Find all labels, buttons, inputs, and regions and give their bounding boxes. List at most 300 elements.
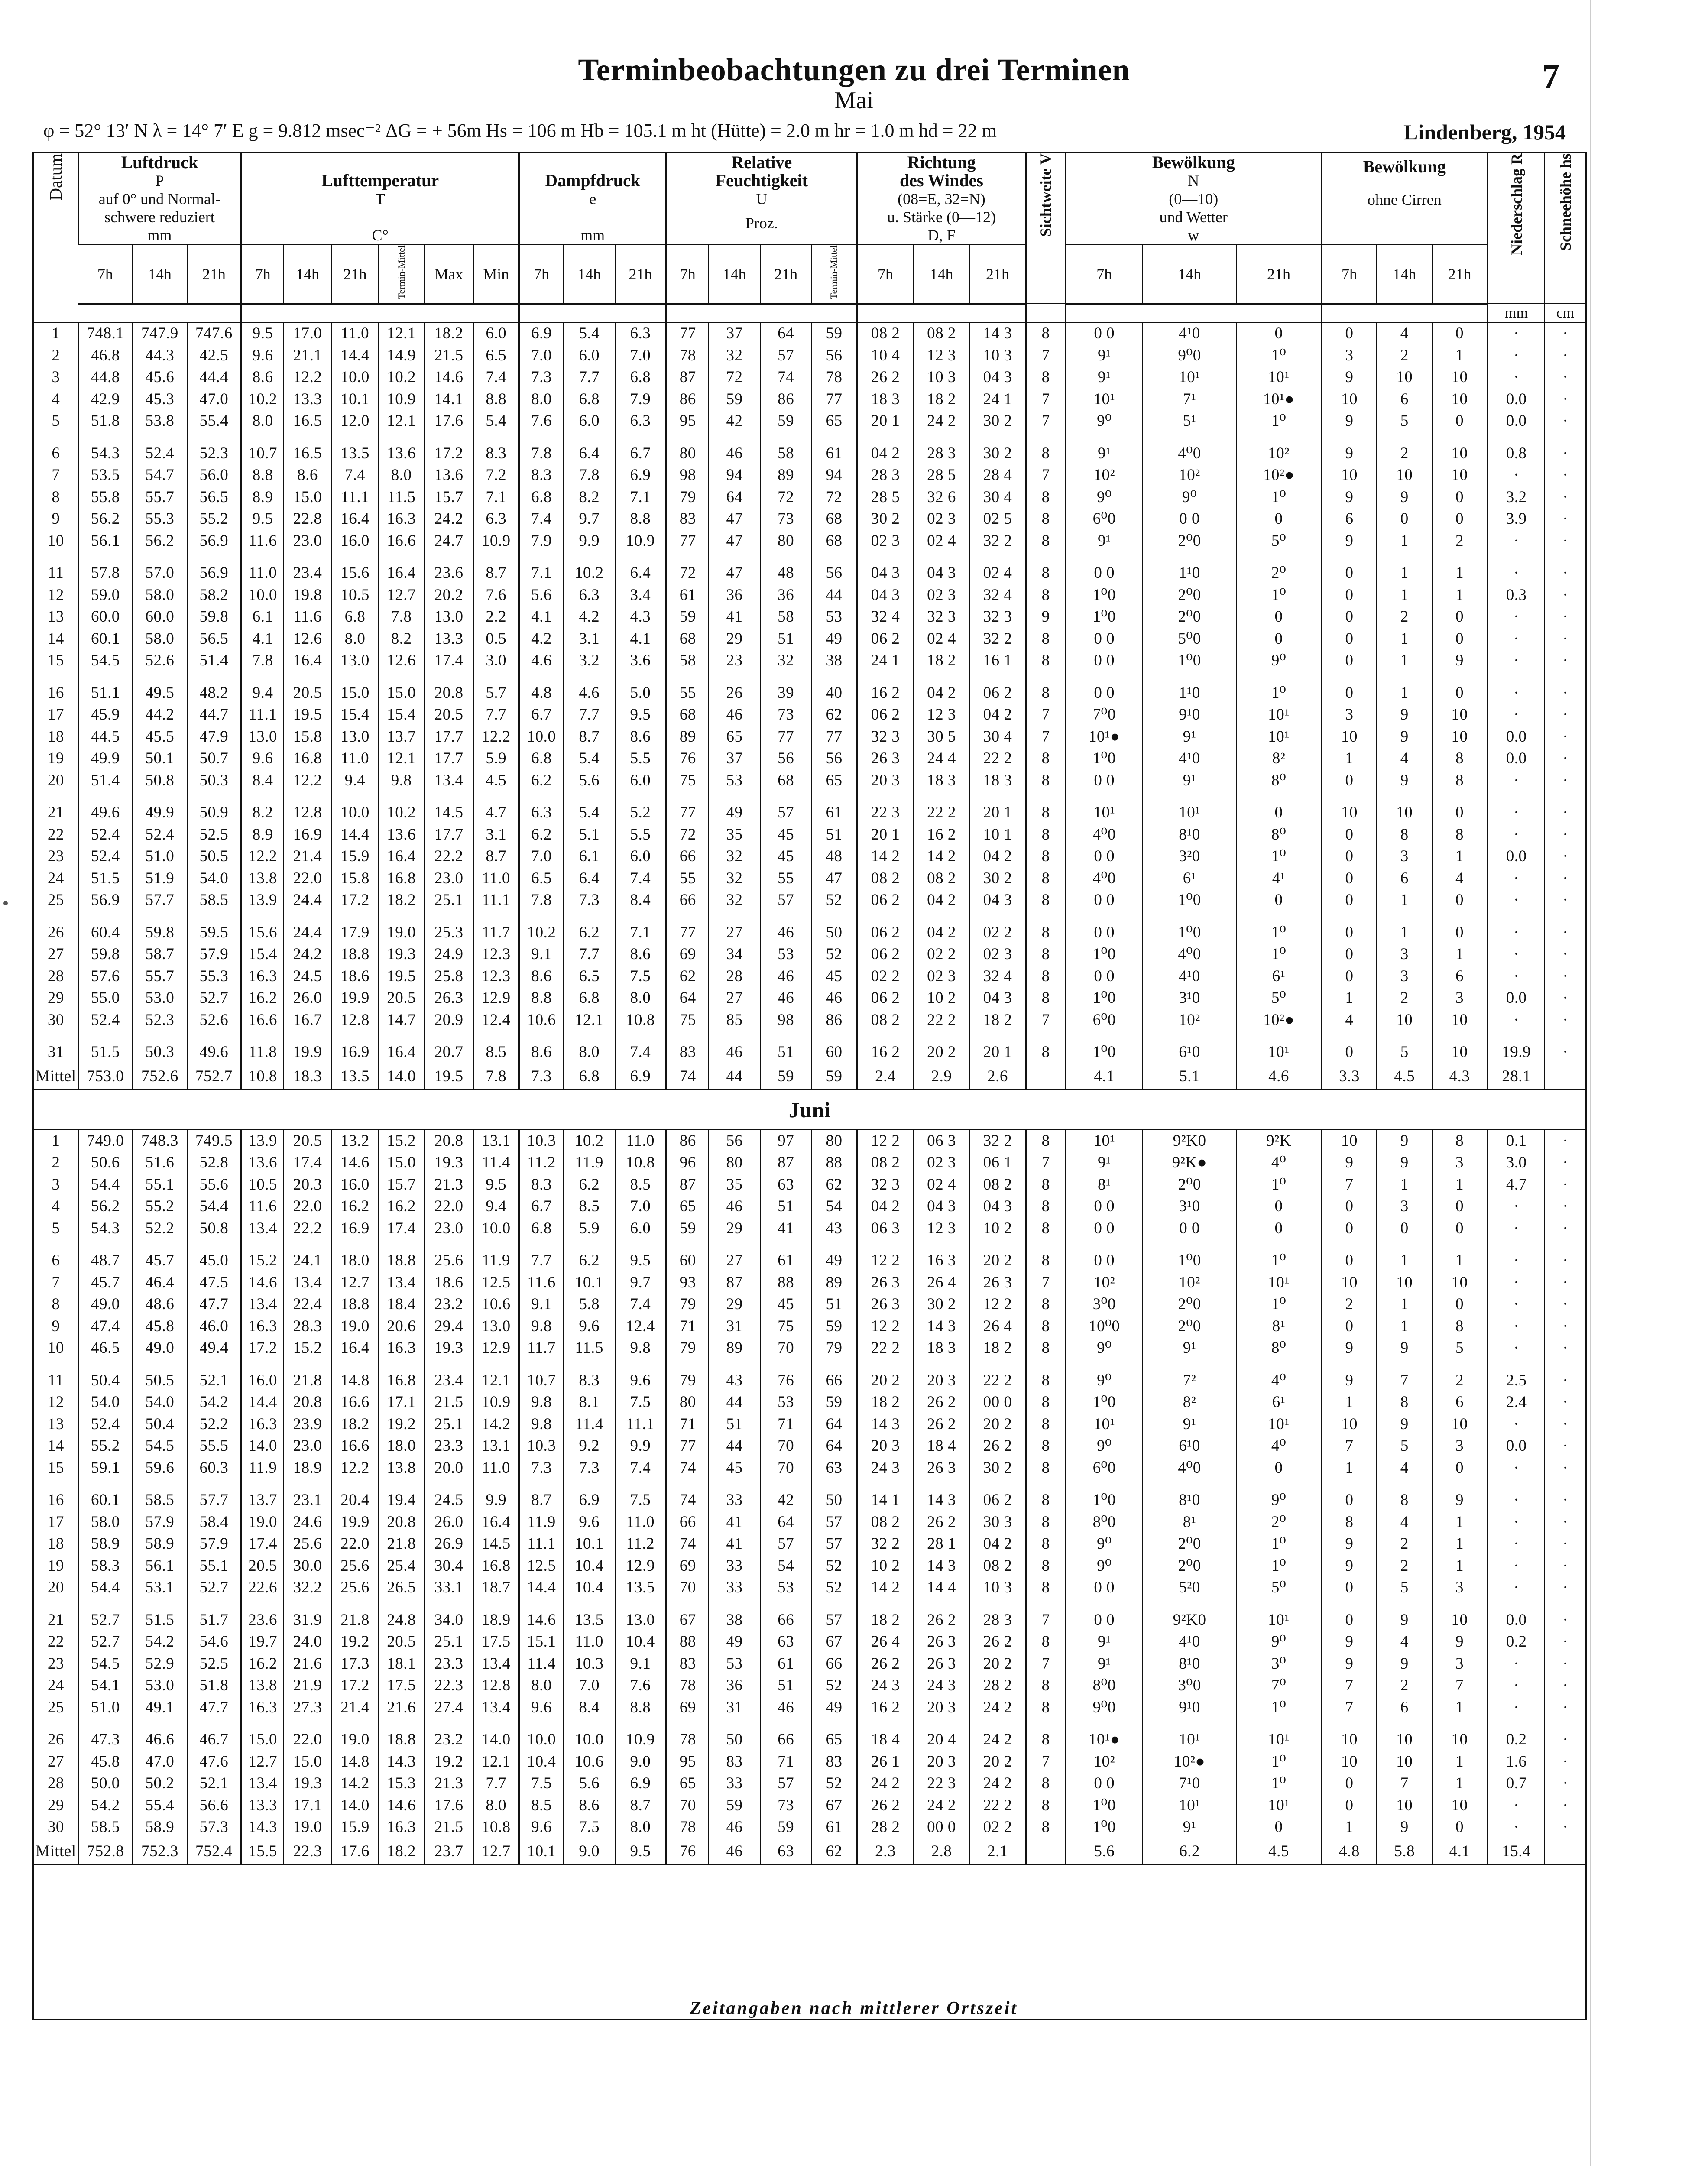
table-cell: 57	[811, 1533, 857, 1555]
cell-datum: 14	[47, 629, 64, 648]
table-cell: 7.0	[519, 846, 564, 868]
table-cell: 97	[760, 1130, 812, 1152]
table-cell: 78	[666, 1719, 709, 1751]
table-cell: ·	[1545, 1555, 1585, 1577]
table-cell: ·	[1545, 650, 1585, 672]
table-cell: 16 2	[857, 1031, 913, 1064]
table-cell: ·	[1488, 1511, 1545, 1534]
table-cell: 13.0	[424, 606, 473, 628]
table-cell: 04 3	[969, 1196, 1026, 1218]
table-cell: 15.4	[241, 944, 284, 966]
table-cell: 80	[709, 1152, 760, 1174]
table-cell: 16.4	[379, 552, 424, 584]
table-row	[34, 944, 1585, 966]
table-cell: 16.7	[284, 1009, 331, 1031]
table-cell: 8.3	[519, 464, 564, 486]
table-cell: 2⁰0	[1143, 1294, 1237, 1316]
table-cell: 18.8	[331, 1294, 379, 1316]
table-cell: 8	[1026, 1719, 1066, 1751]
table-cell: 47.6	[187, 1751, 242, 1773]
table-cell: 0 0	[1066, 911, 1143, 944]
table-cell: ·	[1545, 1435, 1585, 1457]
table-cell: 57.0	[133, 552, 187, 584]
table-cell: 5.1	[564, 824, 615, 846]
table-cell: 6.5	[564, 966, 615, 988]
table-cell: 8¹0	[1143, 1653, 1237, 1675]
table-cell: 8	[1026, 1337, 1066, 1359]
table-cell: 8.0	[615, 1816, 667, 1839]
table-cell: 14 2	[857, 1577, 913, 1599]
table-cell: 5.6	[564, 770, 615, 792]
table-cell: ·	[1488, 966, 1545, 988]
table-cell: 40	[811, 672, 857, 704]
table-cell: 42.5	[187, 345, 242, 367]
table-cell: ·	[1545, 944, 1585, 966]
table-cell: ·	[1545, 1631, 1585, 1653]
table-cell: 8	[1026, 1631, 1066, 1653]
table-cell: 9	[1322, 432, 1377, 465]
table-cell: 4.5	[473, 770, 519, 792]
table-cell: 8	[1026, 366, 1066, 389]
table-cell: 60.0	[78, 606, 133, 628]
table-cell: 4	[1377, 1457, 1432, 1479]
table-cell: 55.2	[187, 508, 242, 530]
table-cell: 20.6	[379, 1316, 424, 1338]
table-cell: 54	[811, 1196, 857, 1218]
table-cell: 69	[666, 1697, 709, 1719]
table-row	[34, 1435, 1585, 1457]
table-cell: 8	[1026, 628, 1066, 650]
table-cell: 9.7	[564, 508, 615, 530]
table-cell: 51	[760, 1675, 812, 1697]
table-cell: 5.0	[615, 672, 667, 704]
table-cell: 15.6	[241, 911, 284, 944]
table-cell: 2.4	[857, 1064, 913, 1089]
table-cell: 57.8	[78, 552, 133, 584]
table-cell: 47.9	[187, 726, 242, 748]
table-cell: 9	[1322, 1631, 1377, 1653]
table-cell: 16.8	[379, 1359, 424, 1392]
table-cell: 21.8	[379, 1533, 424, 1555]
table-cell: 6.4	[564, 432, 615, 465]
table-cell: 74	[666, 1533, 709, 1555]
table-cell: 58	[760, 432, 812, 465]
table-cell: 11.5	[379, 486, 424, 509]
table-cell: 1	[1322, 1816, 1377, 1839]
table-cell: 0	[1322, 1239, 1377, 1272]
table-cell: 10	[1432, 1719, 1488, 1751]
table-cell: 22.0	[284, 1719, 331, 1751]
table-cell: 59	[811, 1391, 857, 1414]
table-cell: 06 2	[857, 987, 913, 1009]
table-cell: 11.9	[519, 1511, 564, 1534]
cell-datum: 30	[47, 1818, 64, 1836]
table-cell: 29	[709, 1294, 760, 1316]
table-cell: 18.2	[379, 889, 424, 911]
table-cell: 13.0	[473, 1316, 519, 1338]
table-cell: 749.0	[78, 1130, 133, 1152]
table-row	[34, 584, 1585, 606]
table-cell: ·	[1488, 1009, 1545, 1031]
table-cell: 58.0	[78, 1511, 133, 1534]
table-cell: 57.9	[187, 944, 242, 966]
table-cell: 12.7	[473, 1839, 519, 1864]
table-row	[34, 1631, 1585, 1653]
table-cell: 52.3	[133, 1009, 187, 1031]
table-cell: 52	[811, 1577, 857, 1599]
table-cell: 7¹0	[1143, 1773, 1237, 1795]
table-cell: 12.1	[473, 1359, 519, 1392]
table-cell: 02 2	[969, 911, 1026, 944]
table-cell: 1⁰	[1236, 672, 1321, 704]
table-cell: 9.1	[615, 1653, 667, 1675]
table-cell: 10	[1432, 1599, 1488, 1631]
table-cell: 50.5	[187, 846, 242, 868]
table-cell: 12.0	[331, 410, 379, 432]
table-row	[34, 1294, 1585, 1316]
table-cell: 02 2	[913, 944, 969, 966]
cell-datum: 5	[52, 1219, 60, 1237]
table-cell: ·	[1488, 1196, 1545, 1218]
table-row	[34, 846, 1585, 868]
table-cell: 0.0	[1488, 1599, 1545, 1631]
table-cell: 26.3	[424, 987, 473, 1009]
table-cell: 62	[811, 1839, 857, 1864]
table-cell: ·	[1488, 672, 1545, 704]
table-cell: 55.7	[133, 486, 187, 509]
table-cell: 10.4	[519, 1751, 564, 1773]
observation-table-frame	[32, 152, 1587, 2020]
table-cell: 13.4	[241, 1218, 284, 1240]
table-cell: 21.5	[424, 1391, 473, 1414]
table-cell: 71	[760, 1414, 812, 1436]
table-cell: 0 0	[1066, 966, 1143, 988]
col-bewoelkung: Bewölkung N (0—10) und Wetter w	[1066, 153, 1322, 245]
table-cell: 12.1	[473, 1751, 519, 1773]
table-cell: 0	[1432, 672, 1488, 704]
table-cell: 13.3	[284, 389, 331, 411]
table-cell: 10.8	[615, 1152, 667, 1174]
table-cell: 46	[760, 966, 812, 988]
table-cell: 50.4	[133, 1414, 187, 1436]
cell-datum: Mittel	[34, 1839, 78, 1864]
table-cell: 54.2	[133, 1631, 187, 1653]
table-cell: 20 3	[857, 770, 913, 792]
table-cell: 49.5	[133, 672, 187, 704]
table-cell: 0	[1322, 911, 1377, 944]
table-cell: 9	[1377, 704, 1432, 726]
table-cell: 55.1	[187, 1555, 242, 1577]
table-cell: 1⁰0	[1066, 1795, 1143, 1817]
table-cell: 7.0	[615, 345, 667, 367]
table-cell: 2⁰0	[1143, 1555, 1237, 1577]
table-cell: 25.8	[424, 966, 473, 988]
table-cell: 55.4	[133, 1795, 187, 1817]
cell-datum: 2	[52, 346, 60, 364]
table-cell: ·	[1488, 868, 1545, 890]
table-cell: 13.0	[241, 726, 284, 748]
table-cell: 52.4	[78, 1009, 133, 1031]
table-cell: 17.4	[241, 1533, 284, 1555]
table-cell: 32	[709, 846, 760, 868]
table-cell: ·	[1545, 1174, 1585, 1196]
table-cell: 10¹	[1236, 1599, 1321, 1631]
table-cell: 10.2	[519, 911, 564, 944]
table-cell: 8	[1026, 1697, 1066, 1719]
table-cell: 3.3	[1322, 1064, 1377, 1089]
table-cell: 10²	[1066, 464, 1143, 486]
table-cell: 6¹0	[1143, 1435, 1237, 1457]
table-cell: 66	[666, 846, 709, 868]
table-cell: 71	[666, 1316, 709, 1338]
table-cell: 9⁰0	[1066, 1697, 1143, 1719]
table-cell: 16.4	[331, 508, 379, 530]
table-cell: 3	[1432, 1435, 1488, 1457]
table-cell: 4.1	[519, 606, 564, 628]
table-cell: 1¹0	[1143, 552, 1237, 584]
table-cell: 55.5	[187, 1435, 242, 1457]
cell-datum: 13	[47, 608, 64, 626]
table-cell: 14.0	[241, 1435, 284, 1457]
table-cell: 46	[709, 1816, 760, 1839]
table-cell: 10¹●	[1066, 726, 1143, 748]
table-cell: ·	[1545, 1577, 1585, 1599]
table-cell: 13.6	[424, 464, 473, 486]
table-cell: 4.6	[1236, 1064, 1321, 1089]
table-cell: 12.9	[473, 1337, 519, 1359]
table-cell: 7	[1026, 1599, 1066, 1631]
table-cell: 20 2	[969, 1414, 1026, 1436]
table-cell: 24 2	[857, 1773, 913, 1795]
table-cell: 8⁰	[1236, 824, 1321, 846]
table-cell: 66	[811, 1653, 857, 1675]
table-cell: 7⁰0	[1066, 704, 1143, 726]
table-cell: 8⁰0	[1066, 1511, 1143, 1534]
table-cell: 39	[760, 672, 812, 704]
table-cell: 28 2	[857, 1816, 913, 1839]
table-cell: 14.5	[473, 1533, 519, 1555]
col-feuchtigkeit: Relative Feuchtigkeit U Proz.	[666, 153, 857, 245]
table-cell: 0 0	[1066, 1773, 1143, 1795]
table-cell: 8	[1026, 824, 1066, 846]
table-cell: 0.2	[1488, 1631, 1545, 1653]
table-cell: 11.6	[241, 530, 284, 552]
table-cell: 15.6	[331, 552, 379, 584]
table-cell: 30 4	[969, 726, 1026, 748]
table-cell: 17.9	[331, 911, 379, 944]
table-cell: 59	[760, 410, 812, 432]
table-cell: 63	[760, 1174, 812, 1196]
table-cell: 29	[709, 628, 760, 650]
table-cell: 38	[709, 1599, 760, 1631]
table-cell: 15.4	[1488, 1839, 1545, 1864]
table-cell: 2	[1432, 1359, 1488, 1392]
table-row	[34, 1719, 1585, 1751]
table-cell: ·	[1545, 1218, 1585, 1240]
table-cell: 51	[760, 628, 812, 650]
table-row	[34, 1196, 1585, 1218]
table-cell: 10¹	[1066, 389, 1143, 411]
table-cell: 8⁰	[1236, 1337, 1321, 1359]
table-cell: 22.3	[284, 1839, 331, 1864]
table-cell: 68	[811, 530, 857, 552]
table-cell: 26 2	[969, 1631, 1026, 1653]
table-cell: 64	[811, 1414, 857, 1436]
table-cell: 9.6	[519, 1697, 564, 1719]
table-cell: 5.8	[1377, 1839, 1432, 1864]
cell-datum: 22	[47, 825, 64, 843]
table-cell: 60	[811, 1031, 857, 1064]
table-cell: 4.8	[519, 672, 564, 704]
table-cell: 33	[709, 1555, 760, 1577]
table-cell: 08 2	[913, 868, 969, 890]
table-cell: 8.9	[241, 824, 284, 846]
cell-datum: 1	[52, 1132, 60, 1150]
table-cell: 6.4	[615, 552, 667, 584]
table-cell: 0 0	[1066, 1239, 1143, 1272]
table-row	[34, 530, 1585, 552]
table-cell: 52.5	[187, 824, 242, 846]
table-cell: 47	[709, 530, 760, 552]
table-cell: 43	[811, 1218, 857, 1240]
table-cell: 8.4	[564, 1697, 615, 1719]
table-cell: 10⁰0	[1066, 1316, 1143, 1338]
table-cell: 1	[1377, 552, 1432, 584]
table-cell: 61	[666, 584, 709, 606]
table-cell: 13.1	[473, 1130, 519, 1152]
table-cell: 77	[666, 530, 709, 552]
table-cell: 12.2	[473, 726, 519, 748]
table-cell: 9	[1322, 1533, 1377, 1555]
table-cell: 8	[1026, 1555, 1066, 1577]
cell-datum: 10	[47, 1339, 64, 1357]
table-cell: 9.5	[615, 1839, 667, 1864]
table-cell: 9	[1377, 486, 1432, 509]
table-cell: 38	[811, 650, 857, 672]
table-cell: 89	[811, 1272, 857, 1294]
table-cell: 9⁰	[1066, 1359, 1143, 1392]
table-row	[34, 1174, 1585, 1196]
table-cell: 65	[709, 726, 760, 748]
table-cell: 12 2	[857, 1316, 913, 1338]
table-cell: 32 3	[913, 606, 969, 628]
table-cell: 16.6	[331, 1391, 379, 1414]
table-cell: 79	[666, 1337, 709, 1359]
table-cell: 49.6	[78, 791, 133, 824]
cell-datum: 25	[47, 891, 64, 909]
table-cell: 59	[811, 1316, 857, 1338]
table-cell: 20.5	[284, 672, 331, 704]
table-cell: 27	[709, 987, 760, 1009]
table-cell: 24 2	[913, 1795, 969, 1817]
table-cell: 3¹0	[1143, 1196, 1237, 1218]
table-cell: 02 3	[969, 944, 1026, 966]
table-cell: 10	[1322, 726, 1377, 748]
table-cell: 53.8	[133, 410, 187, 432]
table-cell: 08 2	[857, 1152, 913, 1174]
table-cell: 10²	[1066, 1751, 1143, 1773]
table-cell: 3.2	[564, 650, 615, 672]
table-cell: 58.4	[187, 1511, 242, 1534]
table-cell: 66	[666, 889, 709, 911]
table-cell: 66	[811, 1359, 857, 1392]
table-cell: 15.2	[379, 1130, 424, 1152]
table-cell: 13.6	[379, 432, 424, 465]
table-cell: 8	[1026, 1316, 1066, 1338]
table-cell: 54.3	[78, 432, 133, 465]
table-cell: 18.1	[379, 1653, 424, 1675]
table-cell: 47	[709, 508, 760, 530]
table-cell: 10²	[1143, 1272, 1237, 1294]
table-cell: 16.0	[331, 1174, 379, 1196]
table-cell: 25.1	[424, 1631, 473, 1653]
table-cell: 16.6	[241, 1009, 284, 1031]
table-cell: 8	[1432, 1316, 1488, 1338]
table-cell: 3	[1377, 1196, 1432, 1218]
table-cell: 44	[811, 584, 857, 606]
table-cell: 58.5	[78, 1816, 133, 1839]
table-cell: 14.8	[331, 1359, 379, 1392]
table-cell: 04 3	[969, 987, 1026, 1009]
table-cell: ·	[1488, 1816, 1545, 1839]
table-cell: 14.4	[519, 1577, 564, 1599]
table-cell: 9	[1322, 1555, 1377, 1577]
table-cell: 2	[1377, 345, 1432, 367]
table-cell: 10	[1432, 1272, 1488, 1294]
table-cell: 65	[811, 410, 857, 432]
table-cell: 22 2	[969, 748, 1026, 770]
table-cell: 2	[1377, 432, 1432, 465]
table-cell: 72	[709, 366, 760, 389]
table-cell: 10.9	[615, 530, 667, 552]
table-cell: 18 2	[857, 1391, 913, 1414]
table-cell: 19.2	[379, 1414, 424, 1436]
cell-datum: 4	[52, 1197, 60, 1216]
table-cell: 5.6	[519, 584, 564, 606]
table-cell: 20 3	[857, 1435, 913, 1457]
table-cell: 10	[1432, 366, 1488, 389]
table-cell: 53	[760, 944, 812, 966]
table-cell: 0	[1322, 1031, 1377, 1064]
table-cell: ·	[1488, 770, 1545, 792]
table-cell: 53.0	[133, 1675, 187, 1697]
cell-datum: 15	[47, 652, 64, 670]
table-cell: 11.6	[284, 606, 331, 628]
cell-datum: 31	[47, 1043, 64, 1061]
table-cell: 11.0	[473, 868, 519, 890]
table-cell: 54.4	[78, 1174, 133, 1196]
table-cell: 59	[811, 322, 857, 345]
table-cell: 16.3	[379, 1337, 424, 1359]
table-cell: 57.6	[78, 966, 133, 988]
table-cell: 7.0	[564, 1675, 615, 1697]
table-cell: 54.7	[133, 464, 187, 486]
table-cell: 12.8	[284, 791, 331, 824]
table-cell: 6.8	[564, 987, 615, 1009]
table-cell: 22.8	[284, 508, 331, 530]
table-cell: 11.5	[564, 1337, 615, 1359]
table-cell: 53	[709, 1653, 760, 1675]
table-cell: ·	[1545, 1751, 1585, 1773]
table-cell: 15.1	[519, 1631, 564, 1653]
table-cell: 88	[811, 1152, 857, 1174]
table-cell: 23.0	[284, 1435, 331, 1457]
table-cell: 10²●	[1143, 1751, 1237, 1773]
table-cell: 37	[709, 748, 760, 770]
table-cell: 13.8	[241, 868, 284, 890]
table-cell: 8	[1026, 1031, 1066, 1064]
table-cell: 75	[760, 1316, 812, 1338]
